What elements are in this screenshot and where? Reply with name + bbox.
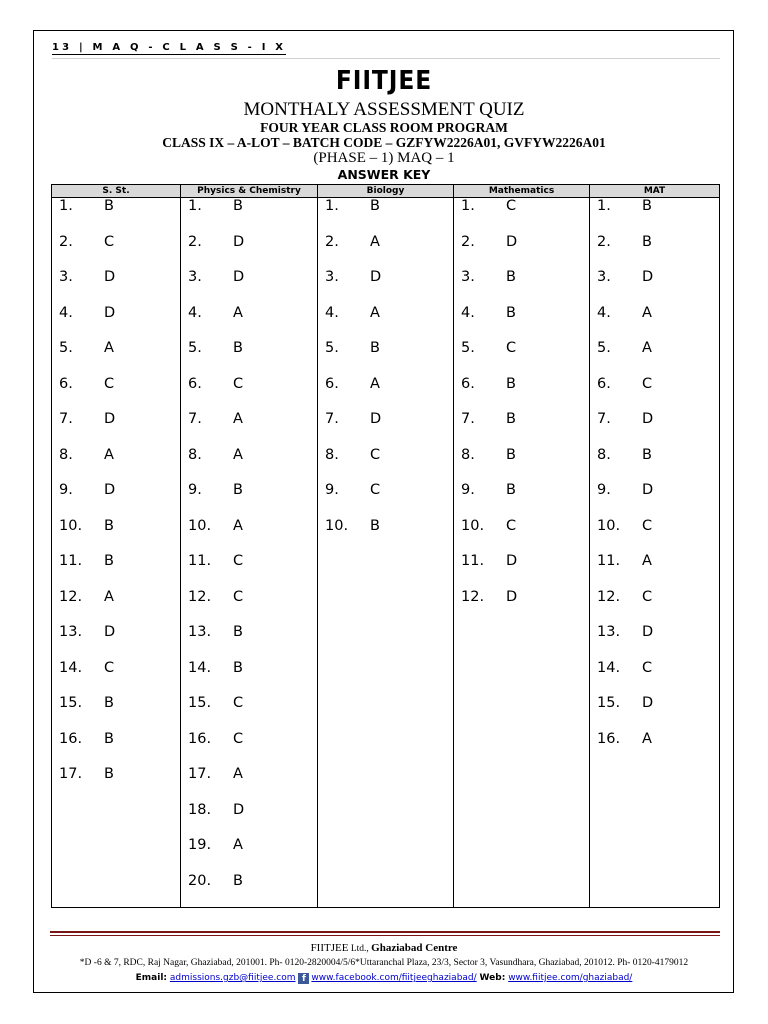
answer-row [590,482,719,504]
question-number: 15. [597,695,621,711]
answer-option: A [642,340,652,356]
question-number: 2. [325,233,339,250]
answer-option: B [104,198,114,214]
answer-option: D [104,304,116,321]
question-number: 12. [597,588,621,605]
answer-option: A [642,304,652,321]
answer-row [454,269,589,291]
answer-option: A [233,304,243,321]
footer-contacts [0,973,768,984]
answer-row [590,269,719,291]
question-number: 20. [188,872,212,889]
answer-option: D [642,624,654,640]
question-number: 13. [188,624,212,640]
answer-option: D [642,482,654,498]
answer-row [52,589,180,611]
answer-row [181,660,317,682]
answer-row [52,411,180,433]
question-number: 13. [597,624,621,640]
question-number: 11. [597,553,621,569]
answer-option: B [104,517,114,534]
answer-option: D [370,411,382,427]
question-number: 6. [597,375,611,392]
answer-option: A [104,588,114,605]
answer-row [52,695,180,717]
footer-centre-name: Ghaziabad Centre [371,942,458,954]
answer-row [454,518,589,540]
answer-option: C [370,482,381,498]
column-heading: MAT [590,185,719,198]
answer-row [52,198,180,220]
question-number: 11. [59,553,83,569]
email-label: Email: [135,973,168,983]
answer-row [181,731,317,753]
answer-option: B [642,198,652,214]
question-number: 3. [461,269,475,285]
answer-option: D [233,269,245,285]
answer-row [590,376,719,398]
answer-option: D [233,233,245,250]
answer-row [590,305,719,327]
question-number: 2. [59,233,73,250]
answer-row [454,447,589,469]
question-number: 8. [597,446,611,463]
question-number: 2. [597,233,611,250]
answer-option: A [370,304,380,321]
answer-option: D [506,588,518,605]
answer-row [454,340,589,362]
answer-option: B [370,340,380,356]
answer-row [454,589,589,611]
question-number: 3. [325,269,339,285]
answer-option: A [104,340,114,356]
question-number: 16. [188,730,212,747]
answer-option: D [370,269,382,285]
answer-row [52,482,180,504]
answer-option: C [642,588,653,605]
answer-option: D [104,269,116,285]
answer-row [181,340,317,362]
answer-row [52,340,180,362]
answer-option: A [233,411,243,427]
answer-option: B [104,553,114,569]
answer-row [454,376,589,398]
web-link[interactable]: www.fiitjee.com/ghaziabad/ [508,973,633,983]
web-label: Web: [479,973,506,983]
answer-option: B [233,624,243,640]
question-number: 9. [325,482,339,498]
question-number: 3. [188,269,202,285]
answer-row [181,766,317,788]
question-number: 7. [325,411,339,427]
answer-option: B [506,304,516,321]
answer-row [454,234,589,256]
question-number: 7. [59,411,73,427]
answer-option: A [370,233,380,250]
answer-option: B [506,446,516,463]
question-number: 2. [461,233,475,250]
question-number: 17. [59,766,83,782]
answer-row [181,589,317,611]
question-number: 11. [461,553,485,569]
answer-option: C [642,659,653,676]
question-number: 2. [188,233,202,250]
program-name: FOUR YEAR CLASS ROOM PROGRAM [260,120,508,135]
question-number: 5. [188,340,202,356]
answer-row [590,234,719,256]
question-number: 7. [597,411,611,427]
answer-row [181,198,317,220]
answer-option: C [104,659,115,676]
answer-row [318,305,453,327]
answer-option: C [642,375,653,392]
answer-row [52,660,180,682]
answer-option: B [104,695,114,711]
footer-rule [50,931,720,933]
answer-row [454,305,589,327]
answer-row [454,198,589,220]
question-number: 8. [188,446,202,463]
answer-row [318,269,453,291]
question-number: 19. [188,837,212,853]
answer-option: B [233,659,243,676]
facebook-icon[interactable]: f [298,973,309,984]
answer-row [590,340,719,362]
question-number: 1. [59,198,73,214]
question-number: 5. [325,340,339,356]
answer-row [52,553,180,575]
answer-row [181,305,317,327]
answer-column [181,185,318,907]
running-head: 13 | M A Q - C L A S S - I X [52,42,287,53]
answer-row [454,411,589,433]
answer-option: B [370,198,380,214]
answer-option: A [233,517,243,534]
question-number: 9. [188,482,202,498]
question-number: 4. [325,304,339,321]
answer-option: B [506,375,516,392]
question-number: 10. [597,517,621,534]
question-number: 9. [59,482,73,498]
answer-option: C [506,340,517,356]
answer-row [590,624,719,646]
question-number: 5. [597,340,611,356]
answer-row [181,873,317,895]
answer-row [318,518,453,540]
answer-option: C [506,198,517,214]
question-number: 12. [59,588,83,605]
question-number: 6. [325,375,339,392]
answer-option: C [233,730,244,747]
question-number: 10. [188,517,212,534]
answer-option: A [642,553,652,569]
question-number: 9. [597,482,611,498]
answer-key-heading: ANSWER KEY [337,167,431,182]
answer-row [590,553,719,575]
question-number: 13. [59,624,83,640]
answer-option: B [506,411,516,427]
answer-option: B [233,198,243,214]
answer-row [181,802,317,824]
question-number: 10. [461,517,485,534]
answer-row [52,234,180,256]
answer-row [52,269,180,291]
answer-row [181,518,317,540]
question-number: 18. [188,801,212,818]
answer-row [590,660,719,682]
question-number: 6. [188,375,202,392]
answer-row [181,234,317,256]
answer-option: B [642,233,652,250]
facebook-link[interactable]: www.facebook.com/fiitjeeghaziabad/ [311,973,477,983]
answer-option: A [642,730,652,747]
question-number: 15. [188,695,212,711]
answer-key-table [51,184,720,908]
answer-row [181,553,317,575]
answer-option: A [370,375,380,392]
column-heading: Mathematics [454,185,589,198]
answer-option: D [233,801,245,818]
answer-option: A [233,837,243,853]
footer-org: FIITJEE [310,942,349,954]
answer-option: C [233,588,244,605]
answer-option: C [104,233,115,250]
question-number: 16. [597,730,621,747]
answer-row [181,269,317,291]
answer-row [318,411,453,433]
question-number: 7. [461,411,475,427]
answer-row [52,305,180,327]
question-number: 12. [188,588,212,605]
question-number: 10. [325,517,349,534]
question-number: 4. [461,304,475,321]
answer-option: D [104,411,116,427]
question-number: 5. [461,340,475,356]
column-heading: Physics & Chemistry [181,185,317,198]
column-heading: Biology [318,185,453,198]
answer-option: B [233,340,243,356]
answer-option: C [233,553,244,569]
answer-row [590,695,719,717]
question-number: 1. [188,198,202,214]
email-link[interactable]: admissions.gzb@fiitjee.com [169,973,296,983]
answer-option: B [506,482,516,498]
footer-rule-thin [50,935,720,936]
answer-row [318,340,453,362]
answer-option: A [104,446,114,463]
question-number: 9. [461,482,475,498]
answer-column [318,185,454,907]
answer-row [590,411,719,433]
question-number: 14. [188,659,212,676]
answer-row [52,447,180,469]
answer-row [454,553,589,575]
question-number: 1. [597,198,611,214]
question-number: 3. [597,269,611,285]
question-number: 16. [59,730,83,747]
answer-row [590,731,719,753]
answer-row [181,411,317,433]
answer-row [181,482,317,504]
answer-option: D [506,553,518,569]
answer-column [590,185,719,907]
answer-row [590,589,719,611]
answer-option: B [104,766,114,782]
answer-row [52,518,180,540]
question-number: 3. [59,269,73,285]
answer-option: C [233,695,244,711]
answer-row [590,447,719,469]
answer-row [318,482,453,504]
question-number: 17. [188,766,212,782]
answer-row [181,837,317,859]
question-number: 4. [59,304,73,321]
answer-option: B [233,482,243,498]
answer-option: D [642,411,654,427]
answer-row [181,624,317,646]
question-number: 8. [59,446,73,463]
question-number: 12. [461,588,485,605]
document-title: MONTHALY ASSESSMENT QUIZ [243,99,525,120]
footer-centre [0,942,768,954]
question-number: 8. [461,446,475,463]
footer-ltd: Ltd., [348,944,372,954]
question-number: 6. [461,375,475,392]
answer-option: B [642,446,652,463]
answer-row [52,731,180,753]
question-number: 11. [188,553,212,569]
column-heading: S. St. [52,185,180,198]
phase-label: (PHASE – 1) MAQ – 1 [313,150,455,166]
answer-option: D [642,695,654,711]
question-number: 14. [59,659,83,676]
question-number: 6. [59,375,73,392]
question-number: 1. [461,198,475,214]
question-number: 7. [188,411,202,427]
answer-row [318,447,453,469]
footer-address: *D -6 & 7, RDC, Raj Nagar, Ghaziabad, 201001. Ph- 0120-2820004/5/6*Uttaranchal Plaza, 23/3, Sector 3, Vasundhara, Ghaziabad, 201012. Ph- 0120-4179012 [79,958,689,968]
answer-row [52,624,180,646]
answer-option: B [370,517,380,534]
question-number: 5. [59,340,73,356]
answer-option: B [506,269,516,285]
answer-row [318,234,453,256]
answer-row [590,518,719,540]
answer-column [52,185,181,907]
answer-option: D [642,269,654,285]
answer-option: D [104,624,116,640]
question-number: 14. [597,659,621,676]
answer-option: C [104,375,115,392]
answer-row [318,376,453,398]
question-number: 4. [597,304,611,321]
header-rule [52,58,720,59]
answer-row [181,376,317,398]
question-number: 10. [59,517,83,534]
fiitjee-logo: FIITJEE [335,66,433,96]
answer-option: C [370,446,381,463]
answer-row [454,482,589,504]
answer-row [181,447,317,469]
answer-option: D [506,233,518,250]
question-number: 4. [188,304,202,321]
question-number: 1. [325,198,339,214]
answer-option: A [233,446,243,463]
answer-option: C [642,517,653,534]
answer-option: C [233,375,244,392]
answer-row [52,766,180,788]
answer-row [590,198,719,220]
answer-row [318,198,453,220]
answer-option: B [104,730,114,747]
question-number: 15. [59,695,83,711]
answer-row [181,695,317,717]
question-number: 8. [325,446,339,463]
answer-option: A [233,766,243,782]
batch-code: CLASS IX – A-LOT – BATCH CODE – GZFYW2226A01, GVFYW2226A01 [162,135,606,150]
answer-row [52,376,180,398]
answer-option: B [233,872,243,889]
answer-option: C [506,517,517,534]
answer-option: D [104,482,116,498]
answer-column [454,185,590,907]
